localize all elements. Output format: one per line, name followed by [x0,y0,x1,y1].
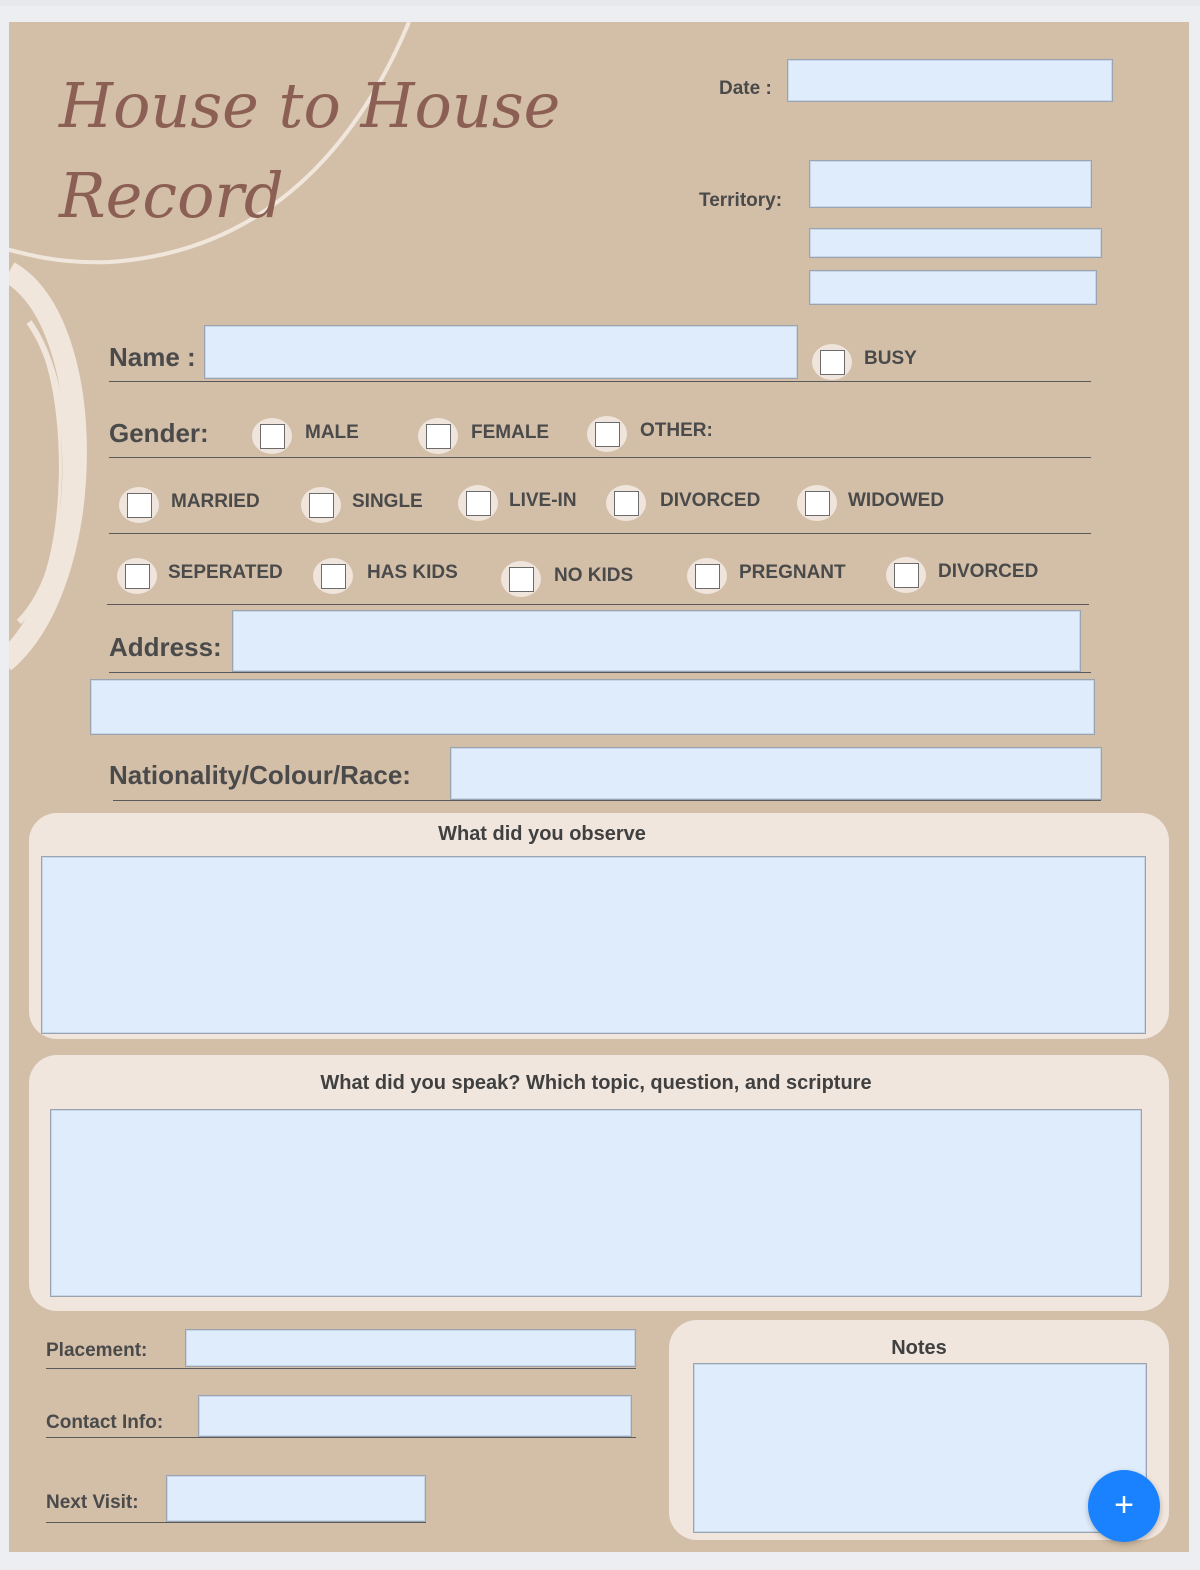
date-label: Date : [719,78,772,99]
form-title-line2: Record [59,159,284,232]
divorced-2-checkbox[interactable] [886,557,926,593]
placement-field[interactable] [185,1329,636,1367]
nationality-label: Nationality/Colour/Race: [109,760,411,790]
contact-info-field[interactable] [198,1395,632,1437]
gender-male-checkbox[interactable] [252,418,292,454]
gender-other-label: OTHER: [640,420,713,441]
observe-title: What did you observe [438,823,646,845]
add-button[interactable] [1088,1470,1160,1542]
speak-textarea[interactable] [50,1109,1142,1297]
single-label: SINGLE [352,491,423,512]
name-underline [109,381,1091,382]
address-field-1[interactable] [232,610,1081,672]
territory-field-1[interactable] [809,160,1092,208]
speak-title: What did you speak? Which topic, question, and scripture [320,1072,872,1094]
divorced-2-label: DIVORCED [938,561,1039,582]
busy-checkbox[interactable] [812,344,852,380]
status-row1-underline [109,533,1091,534]
territory-field-2[interactable] [809,228,1102,258]
next-visit-label: Next Visit: [46,1492,139,1513]
plus-icon: + [1114,1486,1134,1524]
widowed-checkbox[interactable] [797,485,837,521]
pregnant-label: PREGNANT [739,562,846,583]
contact-info-label: Contact Info: [46,1412,164,1433]
form-title-line1: House to House [59,69,561,142]
married-label: MARRIED [171,491,260,512]
gender-female-label: FEMALE [471,422,550,443]
divorced-label: DIVORCED [660,490,761,511]
live-in-label: LIVE-IN [509,490,577,511]
address-underline [109,672,1091,673]
seperated-checkbox[interactable] [117,558,157,594]
has-kids-label: HAS KIDS [367,562,458,583]
seperated-label: SEPERATED [168,562,283,583]
name-label: Name : [109,342,196,372]
gender-label: Gender: [109,418,209,448]
placement-label: Placement: [46,1340,148,1361]
nationality-underline [113,800,1101,801]
address-field-2[interactable] [90,679,1095,735]
name-field[interactable] [204,325,798,379]
gender-female-checkbox[interactable] [418,418,458,454]
next-visit-field[interactable] [166,1475,426,1522]
placement-underline [46,1368,636,1369]
gender-male-label: MALE [305,422,359,443]
divorced-checkbox[interactable] [606,485,646,521]
observe-textarea[interactable] [41,856,1146,1034]
gender-other-checkbox[interactable] [587,416,627,452]
has-kids-checkbox[interactable] [313,558,353,594]
status-row2-underline [107,604,1089,605]
busy-label: BUSY [864,348,917,369]
form-title [49,32,569,252]
no-kids-checkbox[interactable] [501,561,541,597]
no-kids-label: NO KIDS [554,565,634,586]
top-strip [0,0,1200,6]
form-page [9,22,1189,1552]
pregnant-checkbox[interactable] [687,558,727,594]
territory-label: Territory: [699,190,783,211]
nationality-field[interactable] [450,747,1102,800]
territory-field-3[interactable] [809,270,1097,305]
gender-underline [109,457,1091,458]
address-label: Address: [109,632,222,662]
notes-textarea[interactable] [693,1363,1147,1533]
date-field[interactable] [787,59,1113,102]
contact-info-underline [46,1437,636,1438]
next-visit-underline [46,1522,426,1523]
widowed-label: WIDOWED [848,490,945,511]
live-in-checkbox[interactable] [458,485,498,521]
married-checkbox[interactable] [119,487,159,523]
single-checkbox[interactable] [301,487,341,523]
notes-title: Notes [891,1337,947,1359]
